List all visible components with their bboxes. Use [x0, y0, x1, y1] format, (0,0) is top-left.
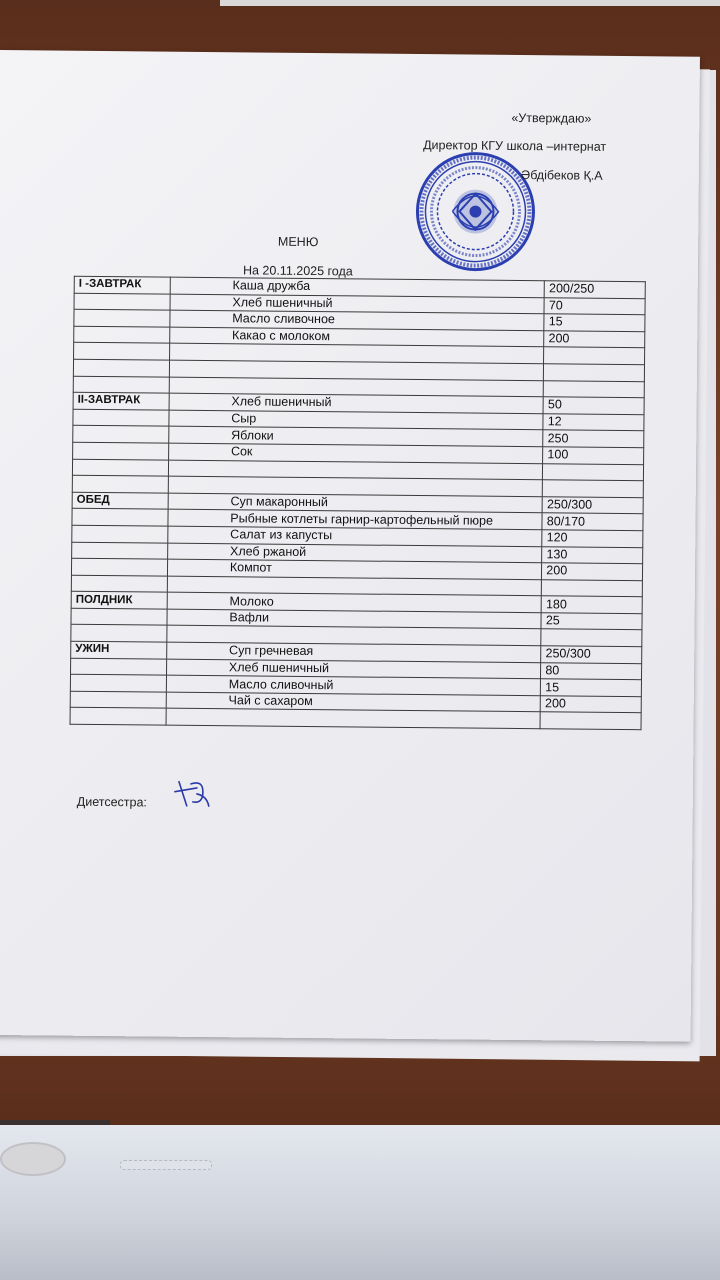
portion-cell: 200: [542, 563, 643, 581]
meal-cell: УЖИН: [71, 641, 167, 659]
meal-cell: [73, 442, 169, 460]
meal-cell: ПОЛДНИК: [71, 591, 167, 609]
coat-seam: [120, 1160, 212, 1170]
portion-cell: 120: [542, 530, 643, 548]
meal-cell: [73, 359, 169, 377]
meal-cell: [70, 708, 166, 726]
dish-cell: Чай с сахаром: [166, 692, 541, 712]
portion-cell: 80: [541, 662, 642, 680]
dish-cell: Хлеб пшеничный: [169, 393, 544, 413]
portion-cell: 80/170: [542, 513, 643, 531]
portion-cell: [543, 480, 644, 498]
meal-cell: [72, 459, 168, 477]
page-title: МЕНЮ: [277, 234, 319, 250]
handwritten-signature: [173, 774, 213, 812]
portion-cell: 15: [544, 314, 645, 332]
meal-cell: [71, 658, 167, 676]
dish-cell: Хлеб ржаной: [167, 543, 542, 563]
meal-cell: [74, 343, 170, 361]
portion-cell: [542, 579, 643, 597]
menu-document: [0, 50, 700, 1042]
portion-cell: 200: [540, 696, 641, 714]
dish-cell: Компот: [167, 559, 542, 579]
portion-cell: 130: [542, 546, 643, 564]
meal-cell: [73, 409, 169, 427]
portion-cell: 12: [543, 413, 644, 431]
dish-cell: Суп макаронный: [168, 493, 543, 513]
dish-cell: Рыбные котлеты гарнир-картофельный пюре: [168, 509, 543, 529]
coat-button: [0, 1142, 66, 1176]
dish-cell: Масло сливочный: [166, 675, 541, 695]
white-coat-fabric: [0, 1125, 720, 1280]
meal-cell: [74, 309, 170, 327]
dish-cell: Сок: [168, 443, 543, 463]
approve-director: Директор КГУ школа –интернат: [423, 138, 607, 154]
portion-cell: [544, 364, 645, 382]
date-line: На 20.11.2025 года: [242, 263, 353, 279]
meal-cell: [72, 525, 168, 543]
meal-cell: I -ЗАВТРАК: [74, 276, 170, 294]
approve-name: Әбдібеков Қ.А: [520, 168, 603, 183]
menu-table: [70, 276, 646, 731]
portion-cell: 180: [541, 596, 642, 614]
dish-cell: [166, 709, 541, 729]
meal-cell: [70, 691, 166, 709]
portion-cell: [543, 463, 644, 481]
meal-cell: II-ЗАВТРАК: [73, 392, 169, 410]
dish-cell: Молоко: [167, 592, 542, 612]
dish-cell: Каша дружба: [170, 277, 545, 297]
portion-cell: 25: [541, 613, 642, 631]
meal-cell: [71, 575, 167, 593]
dish-cell: Сыр: [169, 410, 544, 430]
dish-cell: Какао с молоком: [170, 327, 545, 347]
meal-cell: [72, 475, 168, 493]
meal-cell: [73, 376, 169, 394]
portion-cell: 70: [544, 297, 645, 315]
portion-cell: 250: [543, 430, 644, 448]
desk-edge-object: [220, 0, 720, 6]
portion-cell: 250/300: [542, 496, 643, 514]
dish-cell: Суп гречневая: [166, 642, 541, 662]
meal-cell: [74, 326, 170, 344]
signature-label: Диетсестра:: [76, 794, 147, 810]
meal-cell: [71, 625, 167, 643]
portion-cell: [541, 629, 642, 647]
portion-cell: 200: [544, 331, 645, 349]
meal-cell: [73, 426, 169, 444]
portion-cell: [544, 380, 645, 398]
dish-cell: Масло сливочное: [170, 310, 545, 330]
portion-cell: 100: [543, 447, 644, 465]
dish-cell: Хлеб пшеничный: [170, 294, 545, 314]
dish-cell: Вафли: [167, 609, 542, 629]
portion-cell: [544, 347, 645, 365]
portion-cell: [540, 712, 641, 730]
meal-cell: [70, 674, 166, 692]
dish-cell: Хлеб пшеничный: [166, 659, 541, 679]
meal-cell: [72, 509, 168, 527]
meal-cell: [74, 293, 170, 311]
meal-cell: ОБЕД: [72, 492, 168, 510]
meal-cell: [71, 558, 167, 576]
portion-cell: 250/300: [541, 646, 642, 664]
dish-cell: Яблоки: [169, 426, 544, 446]
approve-title: «Утверждаю»: [511, 110, 592, 126]
dish-cell: Салат из капусты: [168, 526, 543, 546]
meal-cell: [71, 608, 167, 626]
official-stamp: [414, 150, 537, 273]
portion-cell: 50: [543, 397, 644, 415]
meal-cell: [72, 542, 168, 560]
portion-cell: 200/250: [544, 281, 645, 299]
portion-cell: 15: [541, 679, 642, 697]
